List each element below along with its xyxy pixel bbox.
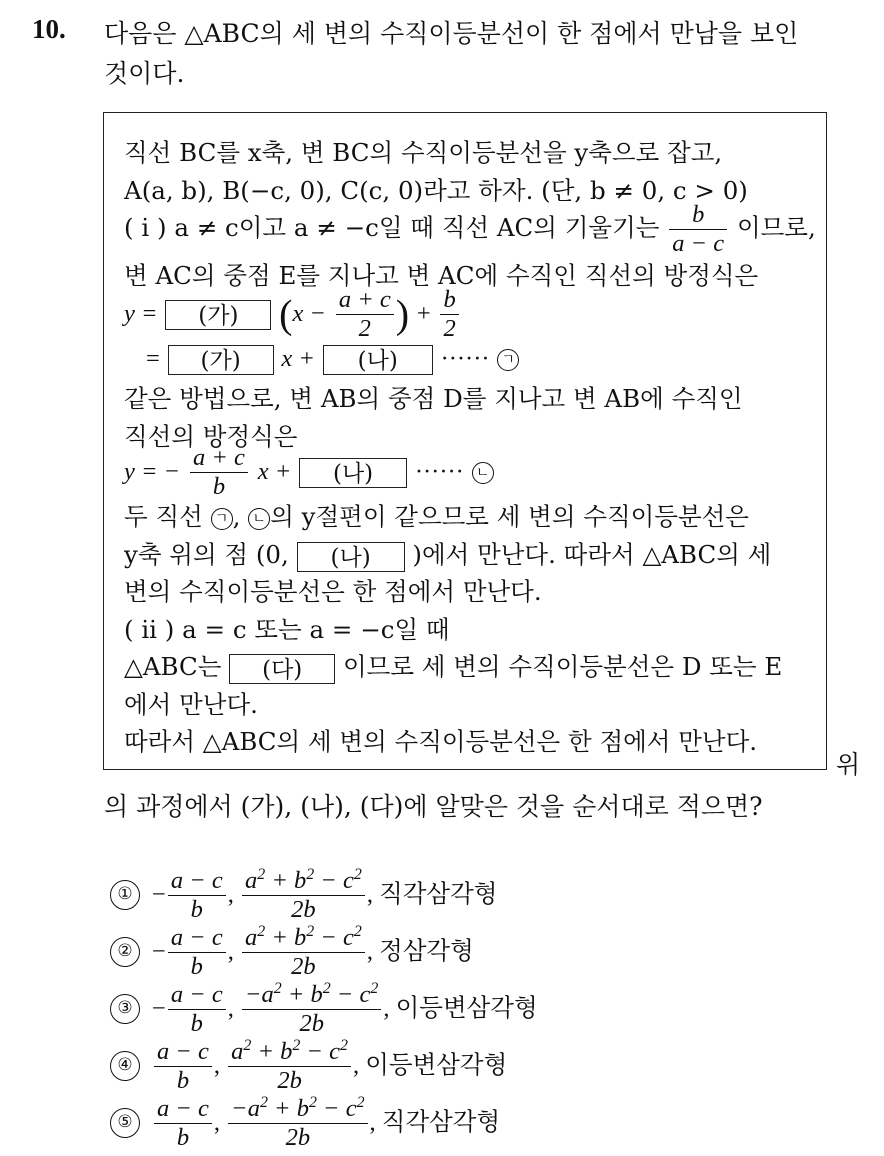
eq1-fraction: [336, 286, 394, 343]
marker-giyeok: ㄱ: [497, 349, 519, 371]
slope-text: ( i ) a ≠ c이고 a ≠ −c일 때 직선 AC의 기울기는: [124, 213, 660, 243]
marker-giyeok-ref: ㄱ: [211, 508, 233, 530]
line11-b: )에서 만난다. 따라서 △ABC의 세: [412, 540, 772, 569]
equation-line-3: [124, 444, 494, 501]
frac-num: a − c: [157, 1094, 209, 1122]
frac-num: a − c: [157, 1037, 209, 1065]
slope-fraction: [669, 201, 727, 258]
proof-line-12: 변의 수직이등분선은 한 점에서 만난다.: [124, 577, 542, 606]
comma: ,: [369, 1108, 382, 1136]
proof-line-16: 따라서 △ABC의 세 변의 수직이등분선은 한 점에서 만난다.: [124, 727, 758, 756]
frac-num: $a^2 + b^2 - c^2$: [245, 923, 362, 952]
proof-line-15: 에서 만난다.: [124, 690, 258, 719]
proof-line-3: [124, 201, 816, 258]
comma: ,: [227, 937, 240, 965]
proof-line-10: [124, 498, 749, 533]
eq1-numerator: a + c: [338, 286, 391, 313]
frac-num: $-a^2 + b^2 - c^2$: [231, 1094, 365, 1123]
comma: ,: [227, 880, 240, 908]
frac-den: 2b: [242, 952, 365, 981]
frac-den: 2b: [242, 1009, 381, 1038]
frac-num: $a^2 + b^2 - c^2$: [231, 1037, 348, 1066]
comma: ,: [353, 1051, 366, 1079]
eq3-dots: ······: [414, 458, 464, 486]
eq1-denominator: 2: [336, 314, 394, 343]
equation-line-1: [124, 286, 461, 343]
proof-line-1: 직선 BC를 x축, 변 BC의 수직이등분선을 y축으로 잡고,: [124, 138, 723, 167]
comma: ,: [213, 1051, 227, 1079]
option-word: 이등변삼각형: [395, 992, 538, 1022]
option-sign: −: [152, 994, 166, 1022]
eq3-denominator: b: [190, 472, 248, 501]
frac-den: b: [154, 1066, 212, 1095]
eq1-b-numerator: b: [443, 286, 456, 313]
option-5[interactable]: [110, 1094, 500, 1153]
option-word: 이등변삼각형: [365, 1049, 508, 1079]
proof-line-7: 같은 방법으로, 변 AB의 중점 D를 지나고 변 AB에 수직인: [124, 384, 743, 413]
eq2-x: x +: [281, 345, 315, 372]
frac-den: b: [154, 1123, 212, 1152]
option-sign: −: [152, 880, 166, 908]
line11-a: y축 위의 점 (0,: [124, 540, 289, 569]
paren-open: (: [279, 291, 293, 337]
eq3-lhs: y = −: [124, 458, 181, 486]
line14-b: 이므로 세 변의 수직이등분선은 D 또는 E: [343, 652, 783, 681]
frac-den: 2b: [242, 895, 365, 924]
proof-line-14: [124, 648, 782, 684]
slope-denominator: a − c: [669, 229, 727, 258]
question-continuation-wi: 위: [836, 750, 861, 779]
frac-num-sign: −: [231, 1095, 248, 1123]
line10-c: 의 y절편이 같으므로 세 변의 수직이등분선은: [270, 502, 749, 531]
comma: ,: [366, 880, 380, 908]
frac-num-sign: −: [245, 981, 262, 1009]
option-3[interactable]: [110, 980, 538, 1039]
eq3-fraction: [190, 444, 248, 501]
line10-a: 두 직선: [124, 502, 203, 531]
option-number: ③: [110, 994, 140, 1024]
frac-num: $-a^2 + b^2 - c^2$: [245, 980, 379, 1009]
option-frac-2: [228, 1037, 351, 1096]
blank-ga-2: (가): [168, 345, 274, 375]
option-1[interactable]: [110, 866, 497, 925]
slope-suffix: 이므로,: [736, 213, 816, 243]
question-text-line1: 다음은 △ABC의 세 변의 수직이등분선이 한 점에서 만남을 보인: [104, 19, 799, 48]
equation-line-2: [146, 343, 519, 375]
question-text-line2: 것이다.: [104, 59, 185, 88]
option-4[interactable]: [110, 1037, 507, 1096]
option-word: 직각삼각형: [379, 878, 498, 908]
line10-b: ,: [232, 502, 241, 531]
comma: ,: [227, 994, 240, 1022]
option-number: ⑤: [110, 1108, 140, 1138]
marker-nieun: ㄴ: [472, 462, 494, 484]
proof-line-4: 변 AC의 중점 E를 지나고 변 AC에 수직인 직선의 방정식은: [124, 261, 759, 290]
marker-nieun-ref: ㄴ: [248, 508, 270, 530]
eq1-b-fraction: [440, 286, 458, 343]
blank-da: (다): [229, 654, 335, 684]
comma: ,: [366, 937, 380, 965]
blank-na-1: (나): [323, 345, 433, 375]
proof-line-11: [124, 536, 771, 572]
option-number: ①: [110, 880, 140, 910]
option-number: ②: [110, 937, 140, 967]
frac-num: a − c: [170, 980, 223, 1008]
eq2-equals: =: [146, 345, 160, 372]
frac-num: $a^2 + b^2 - c^2$: [245, 866, 362, 895]
eq2-dots: ······: [440, 345, 490, 372]
option-frac-2: [228, 1094, 367, 1153]
option-2[interactable]: [110, 923, 474, 982]
frac-den: 2b: [228, 1066, 351, 1095]
frac-num: a − c: [170, 866, 223, 894]
comma: ,: [213, 1108, 227, 1136]
option-frac-2: [242, 923, 365, 982]
frac-num: a − c: [170, 923, 223, 951]
option-frac-1: [154, 1038, 212, 1095]
option-word: 직각삼각형: [381, 1106, 501, 1136]
proof-line-8: 직선의 방정식은: [124, 422, 298, 451]
eq1-plus: +: [416, 300, 431, 328]
question-followup: 의 과정에서 (가), (나), (다)에 알맞은 것을 순서대로 적으면?: [104, 792, 763, 821]
comma: ,: [383, 994, 396, 1022]
frac-den: b: [168, 895, 226, 924]
option-frac-2: [242, 866, 365, 925]
frac-den: b: [168, 1009, 226, 1038]
eq3-numerator: a + c: [193, 444, 245, 471]
option-frac-2: [242, 980, 381, 1039]
frac-den: 2b: [228, 1123, 367, 1152]
option-number: ④: [110, 1051, 140, 1081]
question-number: 10.: [32, 14, 66, 44]
slope-numerator: b: [692, 201, 705, 228]
eq1-x: x −: [292, 300, 327, 328]
eq1-b-denominator: 2: [440, 314, 458, 343]
frac-den: b: [168, 952, 226, 981]
option-word: 정삼각형: [379, 935, 474, 965]
blank-na-3: (나): [297, 542, 405, 572]
option-frac-1: [168, 981, 226, 1038]
option-frac-1: [168, 867, 226, 924]
option-frac-1: [168, 924, 226, 981]
eq3-x: x +: [257, 458, 292, 486]
paren-close: ): [395, 291, 410, 337]
option-frac-1: [154, 1095, 212, 1152]
blank-na-2: (나): [299, 458, 407, 488]
proof-line-13: ( ii ) a = c 또는 a = −c일 때: [124, 615, 450, 644]
proof-line-2: A(a, b), B(−c, 0), C(c, 0)라고 하자. (단, b ≠ 0, c > 0): [124, 176, 748, 205]
eq1-lhs: y =: [124, 300, 158, 328]
option-sign: −: [152, 937, 166, 965]
blank-ga-1: (가): [165, 300, 271, 330]
line14-a: △ABC는: [124, 652, 222, 681]
